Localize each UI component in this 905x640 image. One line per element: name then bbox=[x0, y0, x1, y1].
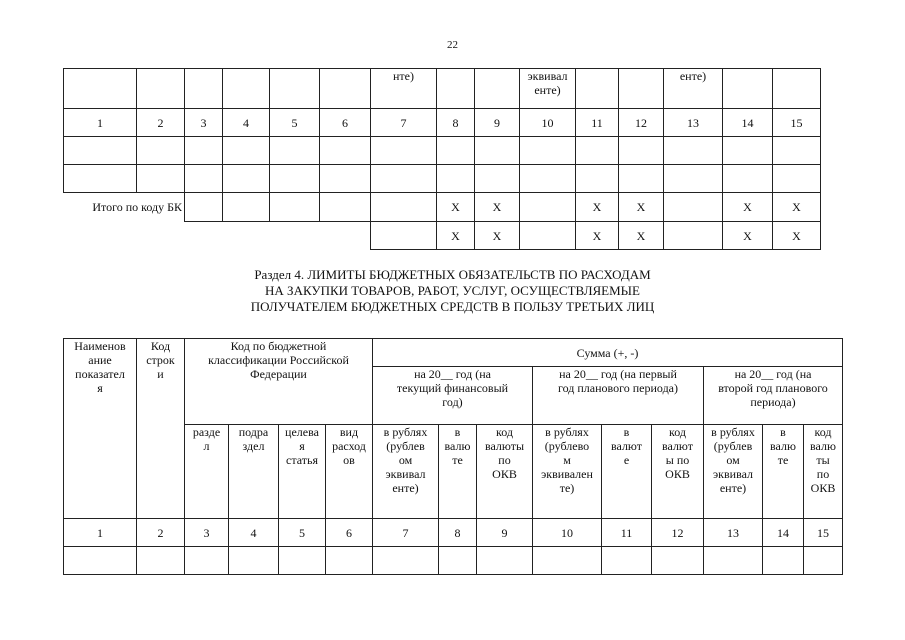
x-mark: X bbox=[773, 193, 821, 222]
col-number: 2 bbox=[137, 109, 185, 137]
col-number: 11 bbox=[576, 109, 619, 137]
table-row bbox=[64, 547, 843, 575]
header-fragment-col10: эквивал енте) bbox=[520, 69, 576, 109]
col-number: 8 bbox=[437, 109, 475, 137]
col-number: 10 bbox=[520, 109, 576, 137]
col-number: 6 bbox=[326, 519, 373, 547]
total-row bbox=[64, 193, 821, 222]
header-currency-second: в валю те bbox=[763, 425, 804, 519]
header-subsection: подра здел bbox=[229, 425, 279, 519]
header-okv-second: код валю ты по ОКВ bbox=[804, 425, 843, 519]
section-title-line: Раздел 4. ЛИМИТЫ БЮДЖЕТНЫХ ОБЯЗАТЕЛЬСТВ ПО РАСХОДАМ bbox=[254, 267, 651, 282]
col-number: 1 bbox=[64, 519, 137, 547]
header-indicator-name: Наименов ание показател я bbox=[64, 339, 137, 519]
column-number-row bbox=[64, 109, 821, 137]
header-bk-code: Код по бюджетной классификации Российской Федерации bbox=[185, 339, 373, 425]
x-mark: X bbox=[437, 222, 475, 250]
x-mark: X bbox=[723, 222, 773, 250]
header-okv-current: код валюты по ОКВ bbox=[477, 425, 533, 519]
total-row bbox=[64, 222, 821, 250]
col-number: 3 bbox=[185, 519, 229, 547]
total-label: Итого по коду БК bbox=[64, 193, 185, 222]
col-number: 4 bbox=[223, 109, 270, 137]
col-number: 1 bbox=[64, 109, 137, 137]
table-row bbox=[64, 137, 821, 165]
header-rub-second: в рублях (рублев ом эквивал енте) bbox=[704, 425, 763, 519]
header-currency-current: в валю те bbox=[439, 425, 477, 519]
header-rub-current: в рублях (рублев ом эквивал енте) bbox=[373, 425, 439, 519]
x-mark: X bbox=[576, 222, 619, 250]
x-mark: X bbox=[619, 222, 664, 250]
col-number: 9 bbox=[475, 109, 520, 137]
header-expense-type: вид расход ов bbox=[326, 425, 373, 519]
header-fragment-col13: енте) bbox=[664, 69, 723, 109]
col-number: 14 bbox=[723, 109, 773, 137]
section-title bbox=[0, 267, 905, 315]
header-year-second-plan: на 20__ год (на второй год планового периода) bbox=[704, 367, 843, 425]
col-number: 5 bbox=[279, 519, 326, 547]
header-okv-first: код валют ы по ОКВ bbox=[652, 425, 704, 519]
header-target-item: целева я статья bbox=[279, 425, 326, 519]
section-title-line: ПОЛУЧАТЕЛЕМ БЮДЖЕТНЫХ СРЕДСТВ В ПОЛЬЗУ ТРЕТЬИХ ЛИЦ bbox=[250, 299, 655, 314]
table-row bbox=[64, 165, 821, 193]
column-number-row bbox=[64, 519, 843, 547]
col-number: 11 bbox=[602, 519, 652, 547]
col-number: 3 bbox=[185, 109, 223, 137]
col-number: 5 bbox=[270, 109, 320, 137]
col-number: 2 bbox=[137, 519, 185, 547]
continuation-table bbox=[63, 68, 821, 250]
col-number: 15 bbox=[773, 109, 821, 137]
x-mark: X bbox=[576, 193, 619, 222]
header-fragment-col7: нте) bbox=[371, 69, 437, 109]
col-number: 14 bbox=[763, 519, 804, 547]
col-number: 9 bbox=[477, 519, 533, 547]
header-year-first-plan: на 20__ год (на первый год планового периода) bbox=[533, 367, 704, 425]
header-rub-first: в рублях (рублево м эквивален те) bbox=[533, 425, 602, 519]
header-sum: Сумма (+, -) bbox=[373, 339, 843, 367]
header-currency-first: в валют е bbox=[602, 425, 652, 519]
section-title-line: НА ЗАКУПКИ ТОВАРОВ, РАБОТ, УСЛУГ, ОСУЩЕСТВЛЯЕМЫЕ bbox=[265, 283, 640, 298]
col-number: 10 bbox=[533, 519, 602, 547]
col-number: 12 bbox=[652, 519, 704, 547]
header-section: разде л bbox=[185, 425, 229, 519]
col-number: 4 bbox=[229, 519, 279, 547]
col-number: 6 bbox=[320, 109, 371, 137]
x-mark: X bbox=[773, 222, 821, 250]
col-number: 8 bbox=[439, 519, 477, 547]
x-mark: X bbox=[723, 193, 773, 222]
col-number: 15 bbox=[804, 519, 843, 547]
section4-table bbox=[63, 338, 843, 575]
x-mark: X bbox=[475, 193, 520, 222]
header-year-current: на 20__ год (на текущий финансовый год) bbox=[373, 367, 533, 425]
col-number: 13 bbox=[704, 519, 763, 547]
x-mark: X bbox=[619, 193, 664, 222]
page-number: 22 bbox=[447, 39, 458, 51]
col-number: 13 bbox=[664, 109, 723, 137]
x-mark: X bbox=[475, 222, 520, 250]
col-number: 12 bbox=[619, 109, 664, 137]
header-line-code: Код строк и bbox=[137, 339, 185, 519]
x-mark: X bbox=[437, 193, 475, 222]
col-number: 7 bbox=[371, 109, 437, 137]
col-number: 7 bbox=[373, 519, 439, 547]
